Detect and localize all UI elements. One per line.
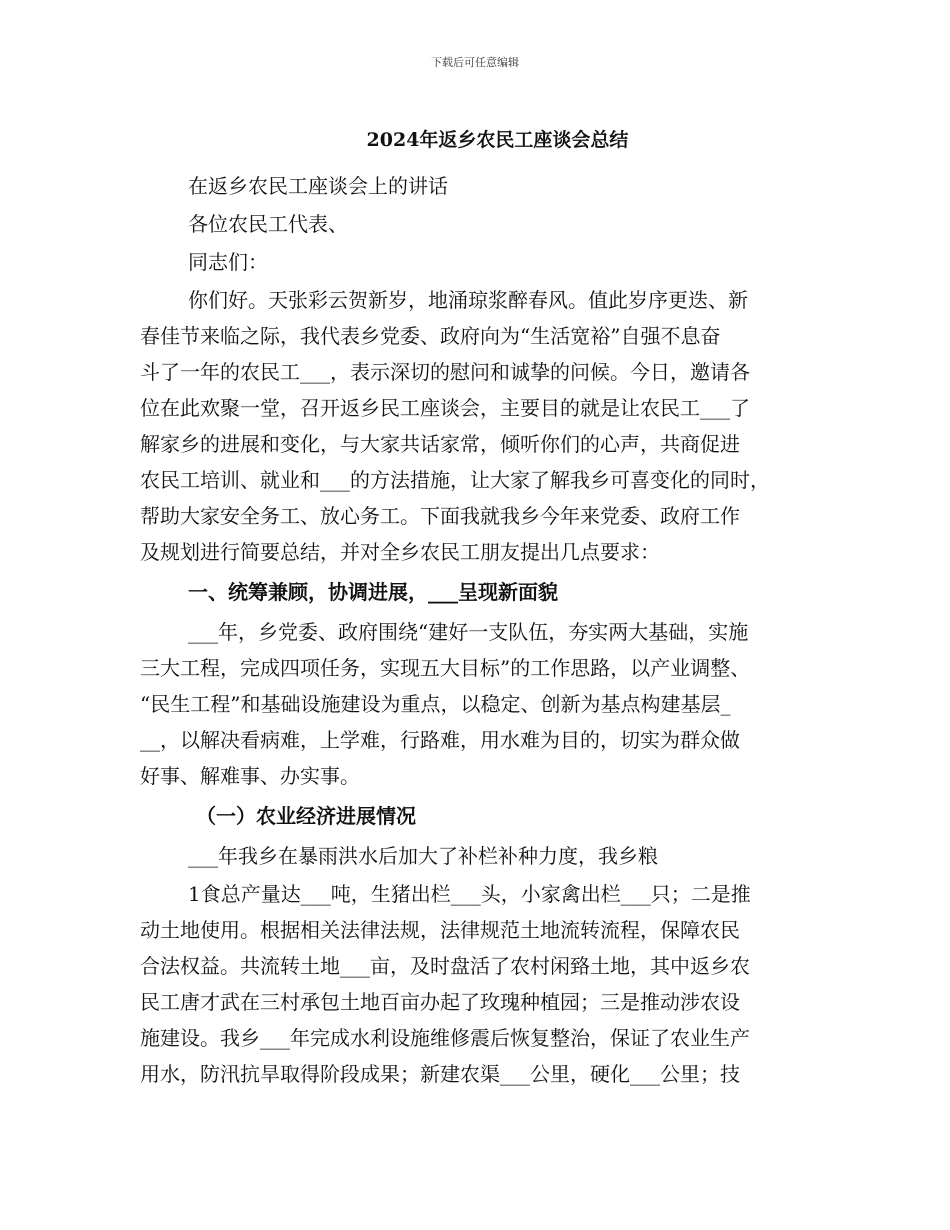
speech-title: 在返乡农民工座谈会上的讲话 <box>188 174 448 198</box>
paragraph-line: 施建设。我乡___年完成水利设施维修震后恢复整治，保证了农业生产 <box>140 1026 750 1050</box>
paragraph-line: 你们好。天张彩云贺新岁，地涌琼浆醉春风。值此岁序更迭、新 <box>188 288 748 312</box>
paragraph-line: 帮助大家安全务工、放心务工。下面我就我乡今年来党委、政府工作 <box>140 504 740 528</box>
paragraph-line: 位在此欢聚一堂，召开返乡民工座谈会，主要目的就是让农民工___了 <box>140 396 750 420</box>
document-title: 2024年返乡农民工座谈会总结 <box>366 129 629 151</box>
greeting-line-1: 各位农民工代表、 <box>188 212 348 236</box>
section-heading-1: 一、统筹兼顾，协调进展，___呈现新面貌 <box>188 580 558 604</box>
paragraph-line: 好事、解难事、办实事。 <box>140 764 360 788</box>
paragraph-line: 用水，防汛抗旱取得阶段成果；新建农渠___公里，硬化___公里；技 <box>140 1062 740 1086</box>
paragraph-line: 民工唐才武在三村承包土地百亩办起了玫瑰种植园；三是推动涉农设 <box>140 990 740 1014</box>
paragraph-line: __，以解决看病难，上学难，行路难，用水难为目的，切实为群众做 <box>140 728 740 752</box>
greeting-line-2: 同志们： <box>188 250 268 274</box>
page-header-note: 下载后可任意编辑 <box>431 56 519 69</box>
paragraph-line: 及规划进行简要总结，并对全乡农民工朋友提出几点要求： <box>140 540 660 564</box>
paragraph-line: 解家乡的进展和变化，与大家共话家常，倾听你们的心声，共商促进 <box>140 432 740 456</box>
paragraph-line: “民生工程”和基础设施建设为重点，以稳定、创新为基点构建基层_ <box>140 692 731 716</box>
paragraph-line: ___年，乡党委、政府围绕“建好一支队伍，夯实两大基础，实施 <box>188 620 749 644</box>
paragraph-line: 农民工培训、就业和___的方法措施，让大家了解我乡可喜变化的同时， <box>140 468 770 492</box>
paragraph-line: 斗了一年的农民工___，表示深切的慰问和诚挚的问候。今日，邀请各 <box>140 360 750 384</box>
paragraph-line: 1食总产量达___吨，生猪出栏___头，小家禽出栏___只；二是推 <box>188 882 751 906</box>
paragraph-line: 合法权益。共流转土地___亩，及时盘活了农村闲臵土地，其中返乡农 <box>140 954 750 978</box>
paragraph-line: 春佳节来临之际，我代表乡党委、政府向为“生活宽裕”自强不息奋 <box>140 324 721 348</box>
paragraph-line: ___年我乡在暴雨洪水后加大了补栏补种力度，我乡粮 <box>188 844 658 868</box>
paragraph-line: 动土地使用。根据相关法律法规，法律规范土地流转流程，保障农民 <box>140 918 740 942</box>
paragraph-line: 三大工程，完成四项任务，实现五大目标”的工作思路，以产业调整、 <box>140 656 751 680</box>
section-heading-2: （一）农业经济进展情况 <box>196 804 416 828</box>
